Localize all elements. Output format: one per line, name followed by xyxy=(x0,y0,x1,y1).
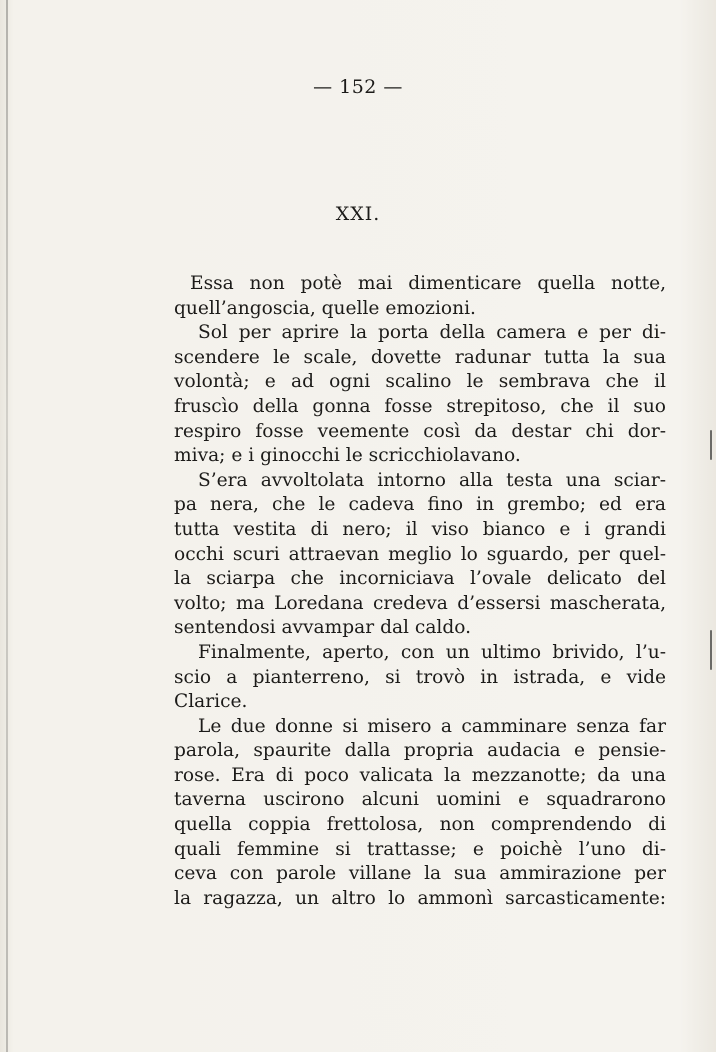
text-line: occhi scuri attraevan meglio lo sguardo, per quel- xyxy=(174,543,666,565)
text-line: miva; e i ginocchi le scricchiolavano. xyxy=(174,445,521,467)
margin-mark xyxy=(710,630,712,670)
margin-mark xyxy=(710,430,712,460)
text-line: rose. Era di poco valicata la mezzanotte; da una xyxy=(174,764,666,786)
text-line: Sol per aprire la porta della camera e per di- xyxy=(198,322,666,344)
text-line: volto; ma Loredana credeva d’essersi mascherata, xyxy=(174,592,666,614)
text-line: la ragazza, un altro lo ammonì sarcasticamente: xyxy=(174,887,666,909)
text-line: quell’angoscia, quelle emozioni. xyxy=(174,297,476,319)
text-line: Essa non potè mai dimenticare quella notte, xyxy=(190,273,666,294)
text-line: taverna uscirono alcuni uomini e squadrarono xyxy=(174,789,666,811)
text-line: Le due donne si misero a camminare senza far xyxy=(198,715,666,737)
text-line: quella coppia frettolosa, non comprendendo di xyxy=(174,814,666,836)
text-line: fruscìo della gonna fosse strepitoso, che il suo xyxy=(174,395,666,417)
text-line: Clarice. xyxy=(174,691,248,713)
chapter-title: XXI. xyxy=(335,203,381,225)
text-line: pa nera, che le cadeva fino in grembo; ed era xyxy=(174,494,666,516)
text-line: S’era avvoltolata intorno alla testa una sciar- xyxy=(198,469,666,491)
text-line: Finalmente, aperto, con un ultimo brivido, l’u- xyxy=(198,641,666,663)
text-line: tutta vestita di nero; il viso bianco e i grandi xyxy=(174,518,666,540)
text-line: ceva con parole villane la sua ammirazione per xyxy=(174,863,666,885)
text-line: respiro fosse veemente così da destar chi dor- xyxy=(174,420,666,442)
text-line: scendere le scale, dovette radunar tutta la sua xyxy=(174,346,666,368)
text-line: quali femmine si trattasse; e poichè l’uno di- xyxy=(174,838,666,860)
page-number: — 152 — xyxy=(313,76,403,98)
text-line: scio a pianterreno, si trovò in istrada, e vide xyxy=(174,666,666,688)
body-text xyxy=(174,272,666,911)
text-line: volontà; e ad ogni scalino le sembrava che il xyxy=(174,371,666,393)
text-line: parola, spaurite dalla propria audacia e pensie- xyxy=(174,740,666,762)
page-edge-shadow xyxy=(6,0,8,1052)
text-line: la sciarpa che incorniciava l’ovale delicato del xyxy=(174,568,666,590)
text-line: sentendosi avvampar dal caldo. xyxy=(174,617,472,639)
